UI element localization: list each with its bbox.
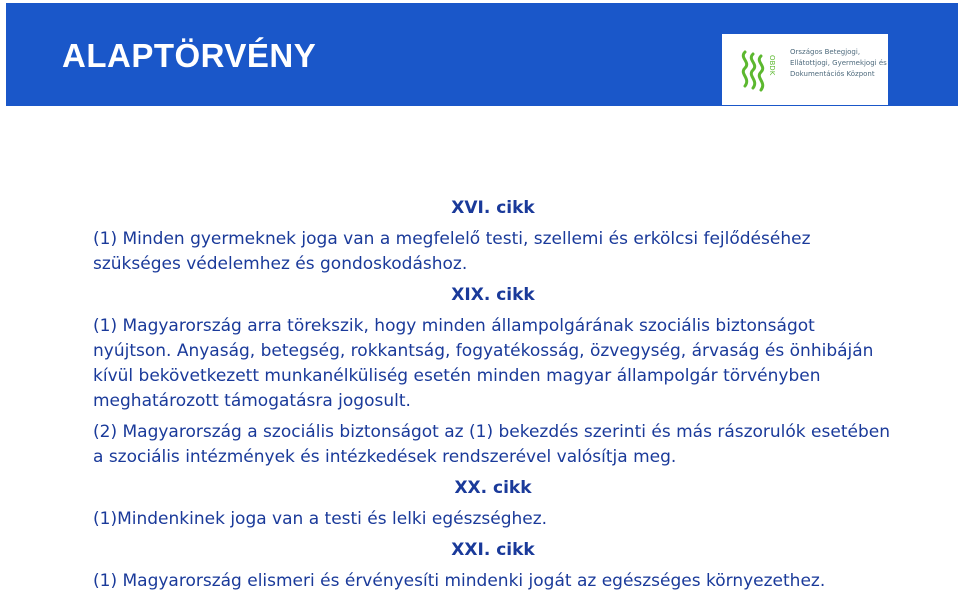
slide-title: ALAPTÖRVÉNY — [62, 37, 317, 74]
logo — [722, 34, 888, 105]
title-bar — [6, 3, 958, 106]
logo-text — [790, 47, 886, 80]
article-paragraph: (1)Mindenkinek joga van a testi és lelki egészséghez. — [93, 509, 548, 529]
obdk-logo-icon — [736, 44, 788, 96]
logo-line: Dokumentációs Központ — [790, 70, 875, 78]
article-heading: XVI. cikk — [451, 198, 535, 218]
article-heading: XIX. cikk — [451, 285, 535, 305]
logo-line: Országos Betegjogi, — [790, 48, 861, 56]
article-paragraph: (1) Minden gyermeknek joga van a megfelelő testi, szellemi és erkölcsi fejlődéséhez szükséges védelemhez és gondoskodáshoz. — [93, 229, 811, 274]
article-paragraph: (1) Magyarország elismeri és érvényesíti mindenki jogát az egészséges környezethez. — [93, 571, 826, 591]
article-heading: XX. cikk — [454, 478, 532, 498]
logo-acronym: OBDK — [768, 55, 776, 76]
article-paragraph: (1) Magyarország arra törekszik, hogy minden állampolgárának szociális biztonságot nyújtson. Anyaság, betegség, rokkantság, fogyatékosság, özvegység, árvaság és önhibáján kívül bekövetkezett munkanélküliség esetén minden magyar állampolgár törvényben meghatározott támogatásra jogosult. — [93, 316, 874, 411]
article-heading: XXI. cikk — [451, 540, 535, 560]
document-body — [93, 196, 893, 600]
article-paragraph: (2) Magyarország a szociális biztonságot az (1) bekezdés szerinti és más rászorulók esetében a szociális intézmények és intézkedések rendszerével valósítja meg. — [93, 422, 890, 467]
logo-line: Ellátottjogi, Gyermekjogi és — [790, 59, 887, 67]
